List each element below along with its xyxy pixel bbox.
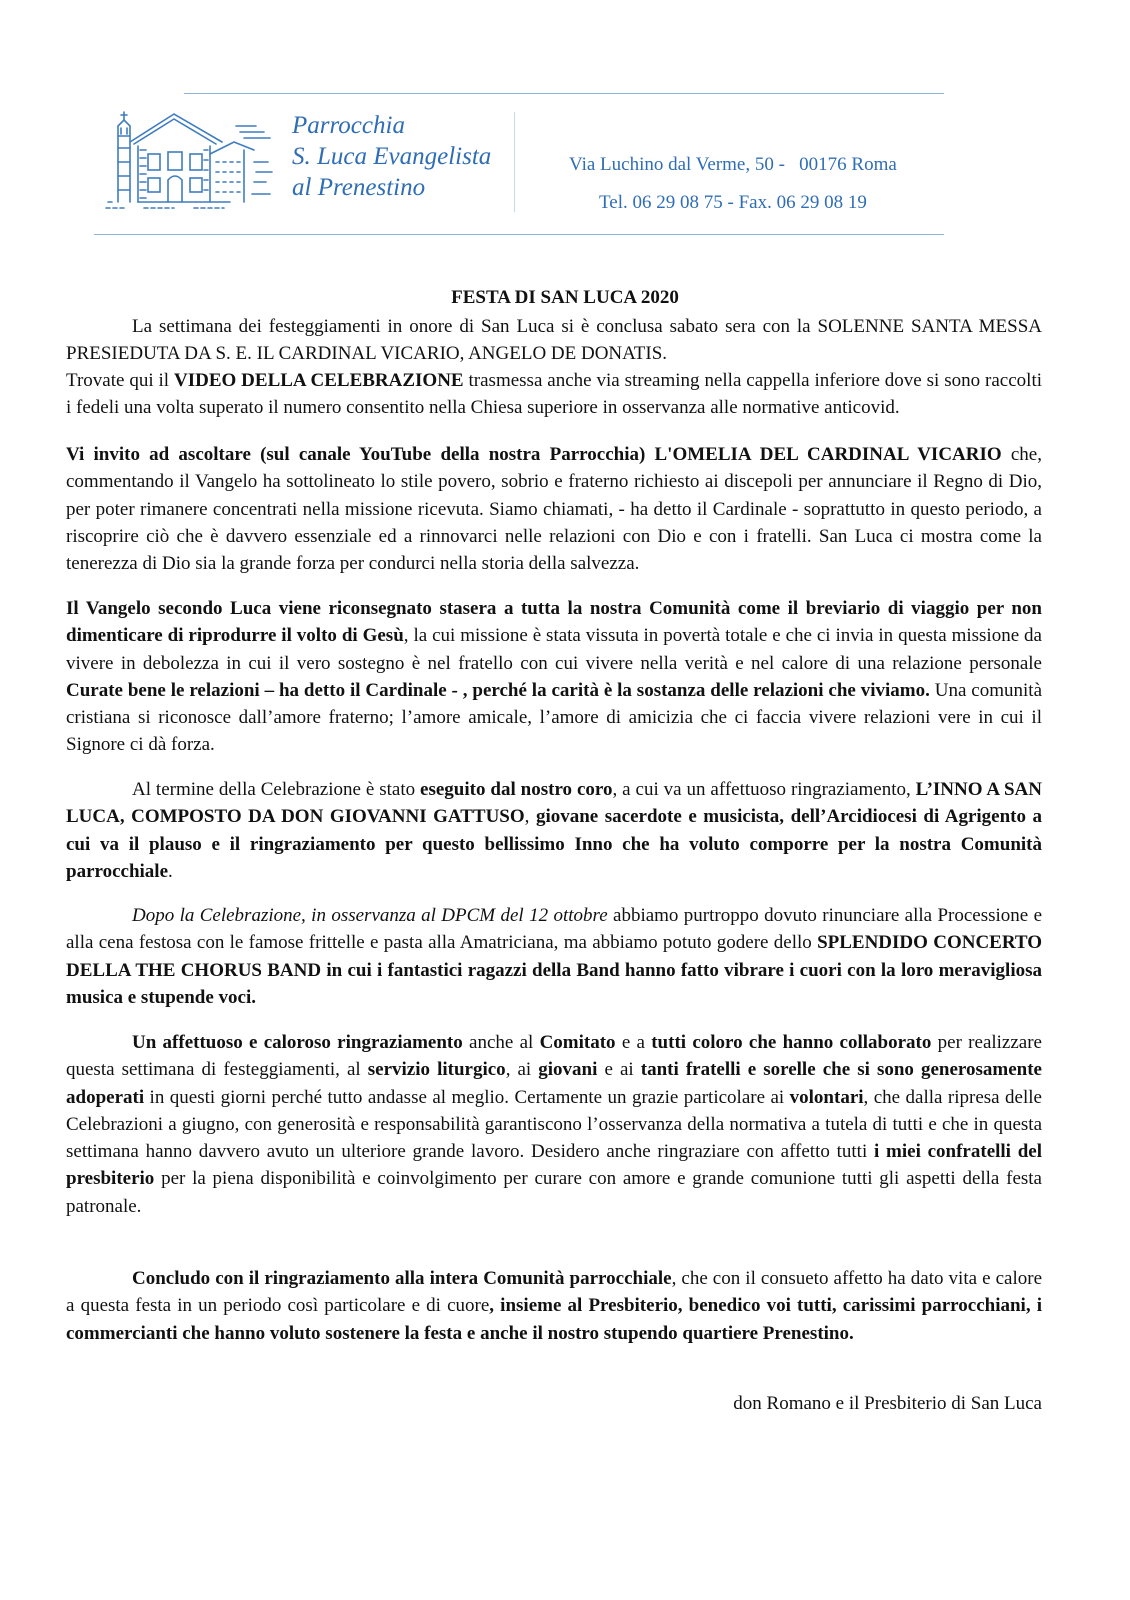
- parish-phone-fax: Tel. 06 29 08 75 - Fax. 06 29 08 19: [599, 192, 867, 213]
- bold-text-run: SPLENDIDO CONCERTO DELLA THE CHORUS BAND in cui i fantastici ragazzi della Band hanno fatto vibrare i cuori con la loro meravigliosa musica e stupende voci.: [66, 932, 1042, 1008]
- bold-text-run: i miei confratelli del presbiterio: [66, 1141, 1042, 1190]
- text-run: .: [168, 860, 173, 882]
- bold-text-run: Vi invito ad ascoltare (sul canale YouTube della nostra Parrocchia) L'OMELIA DEL CARDINAL VICARIO: [66, 444, 1002, 465]
- paragraph: [66, 313, 1042, 368]
- bold-text-run: Un affettuoso e caloroso ringraziamento: [132, 1032, 463, 1053]
- bold-text-run: , insieme al Presbiterio, benedico voi tutti, carissimi parrocchiani, i commercianti che hanno voluto sostenere la festa e anche il nostro stupendo quartiere Prenestino.: [66, 1295, 1042, 1344]
- signature: don Romano e il Presbiterio di San Luca: [733, 1393, 1042, 1414]
- text-run: per realizzare questa settimana di festeggiamenti, al: [66, 1032, 1042, 1081]
- text-run: che, commentando il Vangelo ha sottolineato lo stile povero, sobrio e fraterno richiesto ai discepoli per annunciare il Regno di Dio, per poter rimanere concentrati nella missione ricevuta. Siamo chiamati, - ha detto il Cardinale - soprattutto in questo periodo, a riscoprire ciò che è davvero essenziale ed a rinnovarci nelle relazioni con Dio e con i fratelli. San Luca ci mostra come la tenerezza di Dio sia la grande forza per condurci nella storia della salvezza.: [66, 444, 1042, 575]
- bold-text-run: giovane sacerdote e musicista, dell’Arcidiocesi di Agrigento a cui va il plauso e il ringraziamento per questo bellissimo Inno che ha voluto comporre per la nostra Comunità parrocchiale: [66, 806, 1043, 882]
- letterhead-divider: [514, 112, 515, 212]
- bold-text-run: eseguito dal nostro coro: [420, 779, 613, 800]
- text-run: , la cui missione è stata vissuta in povertà totale e che ci invia in questa missione da vivere in debolezza in cui il vero sostegno è nel fratello con cui vivere nella verità e nel calore di una relazione personale: [66, 625, 1042, 674]
- paragraph: [66, 902, 1042, 1011]
- bold-text-run: VIDEO DELLA CELEBRAZIONE: [173, 370, 464, 391]
- text-run: , che dalla ripresa delle Celebrazioni a giugno, con generosità e responsabilità garantiscono l’osservanza della normativa a tutela di tutti e che in questa settimana hanno davvero avuto un ulteriore grande lavoro. Desidero anche ringraziare con affetto tutti: [66, 1086, 1042, 1163]
- letterhead: [94, 88, 944, 238]
- bold-text-run: Curate bene le relazioni – ha detto il Cardinale - , perché la carità è la sostanza delle relazioni che viviamo.: [66, 679, 930, 701]
- paragraph: [66, 1265, 1042, 1347]
- text-run: trasmessa anche via streaming nella cappella inferiore dove si sono raccolti i fedeli una volta superato il numero consentito nella Chiesa superiore in osservanza alle normative anticovid.: [66, 370, 1043, 419]
- text-run: Trovate qui il: [66, 370, 174, 391]
- bold-text-run: Concludo con il ringraziamento alla intera Comunità parrocchiale: [132, 1268, 672, 1289]
- text-run: in questi giorni perché tutto andasse al meglio. Certamente un grazie particolare ai: [144, 1086, 790, 1108]
- text-run: ,: [524, 806, 536, 828]
- church-drawing-icon: [104, 102, 274, 212]
- parish-address: Via Luchino dal Verme, 50 - 00176 Roma: [569, 154, 897, 175]
- paragraph: [66, 595, 1042, 759]
- paragraph: [66, 776, 1042, 885]
- parish-name: [292, 110, 491, 203]
- text-run: , ai: [505, 1059, 539, 1081]
- bold-text-run: Comitato: [539, 1032, 616, 1053]
- letterhead-bottom-rule: [94, 234, 944, 235]
- italic-text-run: Dopo la Celebrazione, in osservanza al DPCM del 12 ottobre: [132, 905, 608, 926]
- text-run: abbiamo purtroppo dovuto rinunciare alla Processione e alla cena festosa con le famose frittelle e pasta alla Amatriciana, ma abbiamo potuto godere dello: [66, 905, 1043, 954]
- bold-text-run: giovani: [538, 1059, 598, 1081]
- text-run: Al termine della Celebrazione è stato: [132, 779, 421, 800]
- text-run: Una comunità cristiana si riconosce dall’amore fraterno; l’amore amicale, l’amore di amicizia che ci faccia vivere relazioni vere in cui il Signore ci dà forza.: [66, 679, 1042, 756]
- text-run: La settimana dei festeggiamenti in onore di San Luca si è conclusa sabato sera con la SOLENNE SANTA MESSA PRESIEDUTA DA S. E. IL CARDINAL VICARIO, ANGELO DE DONATIS.: [66, 316, 1042, 365]
- text-run: anche al: [462, 1032, 540, 1053]
- paragraph: [66, 367, 1042, 422]
- bold-text-run: volontari: [789, 1086, 864, 1108]
- bold-text-run: Il Vangelo secondo Luca viene riconsegnato stasera a tutta la nostra Comunità come il breviario di viaggio per non dimenticare di riprodurre il volto di Gesù: [66, 598, 1042, 647]
- bold-text-run: servizio liturgico: [367, 1059, 506, 1081]
- bold-text-run: tutti coloro che hanno collaborato: [651, 1032, 932, 1053]
- parish-name-line: Parrocchia: [292, 112, 405, 139]
- text-run: , che con il consueto affetto ha dato vita e calore a questa festa in un periodo così particolare e di cuore: [66, 1268, 1043, 1317]
- parish-name-line: al Prenestino: [292, 174, 426, 201]
- paragraph: [66, 441, 1042, 577]
- text-run: per la piena disponibilità e coinvolgimento per curare con amore e grande comunione tutti gli aspetti della festa patronale.: [66, 1168, 1042, 1217]
- text-run: e ai: [597, 1059, 641, 1081]
- paragraph: [66, 1029, 1042, 1220]
- bold-text-run: L’INNO A SAN LUCA, COMPOSTO DA DON GIOVANNI GATTUSO: [66, 779, 1042, 828]
- parish-contact: [569, 146, 897, 222]
- document-title: FESTA DI SAN LUCA 2020: [451, 287, 679, 308]
- text-run: , a cui va un affettuoso ringraziamento,: [612, 779, 916, 800]
- parish-name-line: S. Luca Evangelista: [292, 143, 492, 170]
- bold-text-run: tanti fratelli e sorelle che si sono generosamente adoperati: [66, 1059, 1042, 1108]
- text-run: e a: [615, 1032, 652, 1053]
- letterhead-top-rule: [184, 93, 944, 94]
